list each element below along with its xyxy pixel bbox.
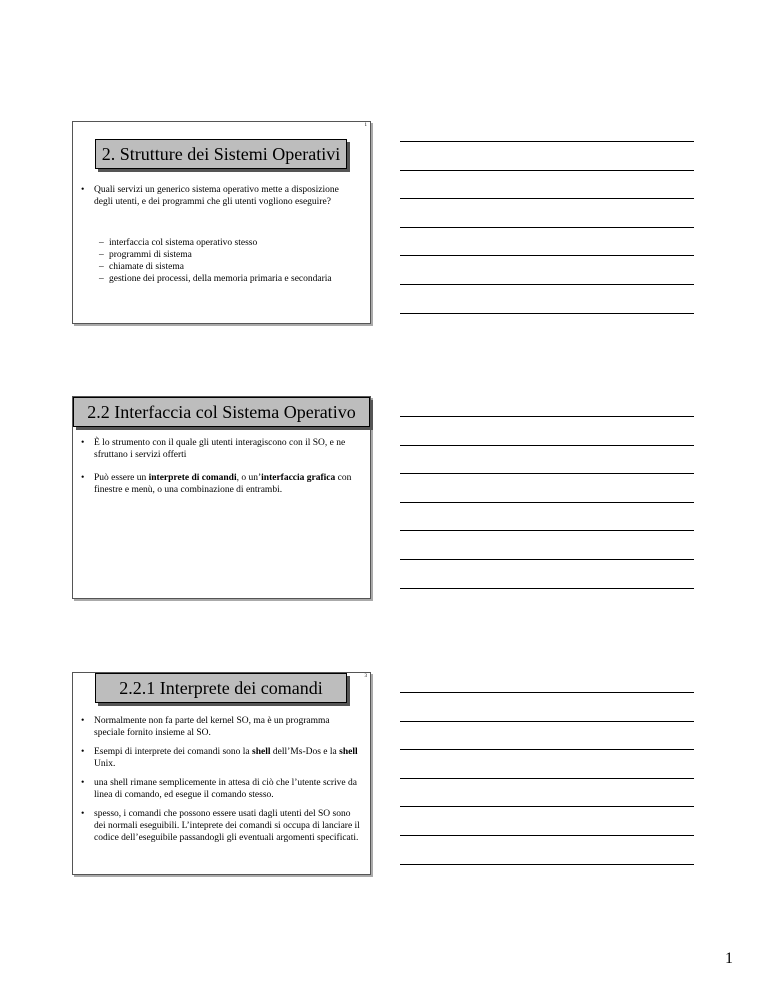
page-number: 1 [725, 950, 733, 967]
slide-3 [72, 672, 371, 875]
sub-bullet-list [99, 237, 360, 285]
notes-lines [400, 692, 694, 892]
bullet-item: • È lo strumento con il quale gli utenti interagiscono con il SO, e ne sfruttano i servizi offerti [81, 437, 360, 461]
slide-title: 2.2 Interfaccia col Sistema Operativo [73, 397, 370, 427]
bullet-item: • spesso, i comandi che possono essere usati dagli utenti del SO sono dei normali eseguibili. L’inteprete dei comandi si occupa di lanciare il codice dell’eseguibile passandogli gli eventuali argomenti specificati. [81, 808, 360, 844]
sub-bullet-item: – gestione dei processi, della memoria primaria e secondaria [99, 273, 360, 285]
notes-lines [400, 416, 694, 616]
bullet-item: • una shell rimane semplicemente in attesa di ciò che l’utente scrive da linea di comando, ed esegue il comando stesso. [81, 777, 360, 801]
slide-2 [72, 396, 371, 599]
bullet-item: • Normalmente non fa parte del kernel SO, ma è un programma speciale fornito insieme al SO. [81, 715, 360, 739]
slide-title: 2.2.1 Interprete dei comandi [95, 673, 347, 703]
sub-bullet-item: – chiamate di sistema [99, 261, 360, 273]
bullet-item: • Esempi di interprete dei comandi sono la shell dell’Ms-Dos e la shell Unix. [81, 746, 360, 770]
bullet-item: • Quali servizi un generico sistema operativo mette a disposizione degli utenti, e dei programmi che gli utenti vogliono eseguire? [81, 184, 360, 208]
notes-lines [400, 141, 694, 341]
sub-bullet-item: – programmi di sistema [99, 249, 360, 261]
slide-1 [72, 121, 371, 324]
bullet-item: • Può essere un interprete di comandi, o un’interfaccia grafica con finestre e menù, o una combinazione di entrambi. [81, 472, 360, 496]
bullet-list [81, 437, 360, 503]
slide-number: 3 [364, 674, 367, 679]
slide-number: 1 [364, 123, 367, 128]
bullet-list [81, 184, 360, 215]
sub-bullet-item: – interfaccia col sistema operativo stesso [99, 237, 360, 249]
slide-title: 2. Strutture dei Sistemi Operativi [95, 139, 347, 169]
bullet-list [81, 715, 360, 851]
